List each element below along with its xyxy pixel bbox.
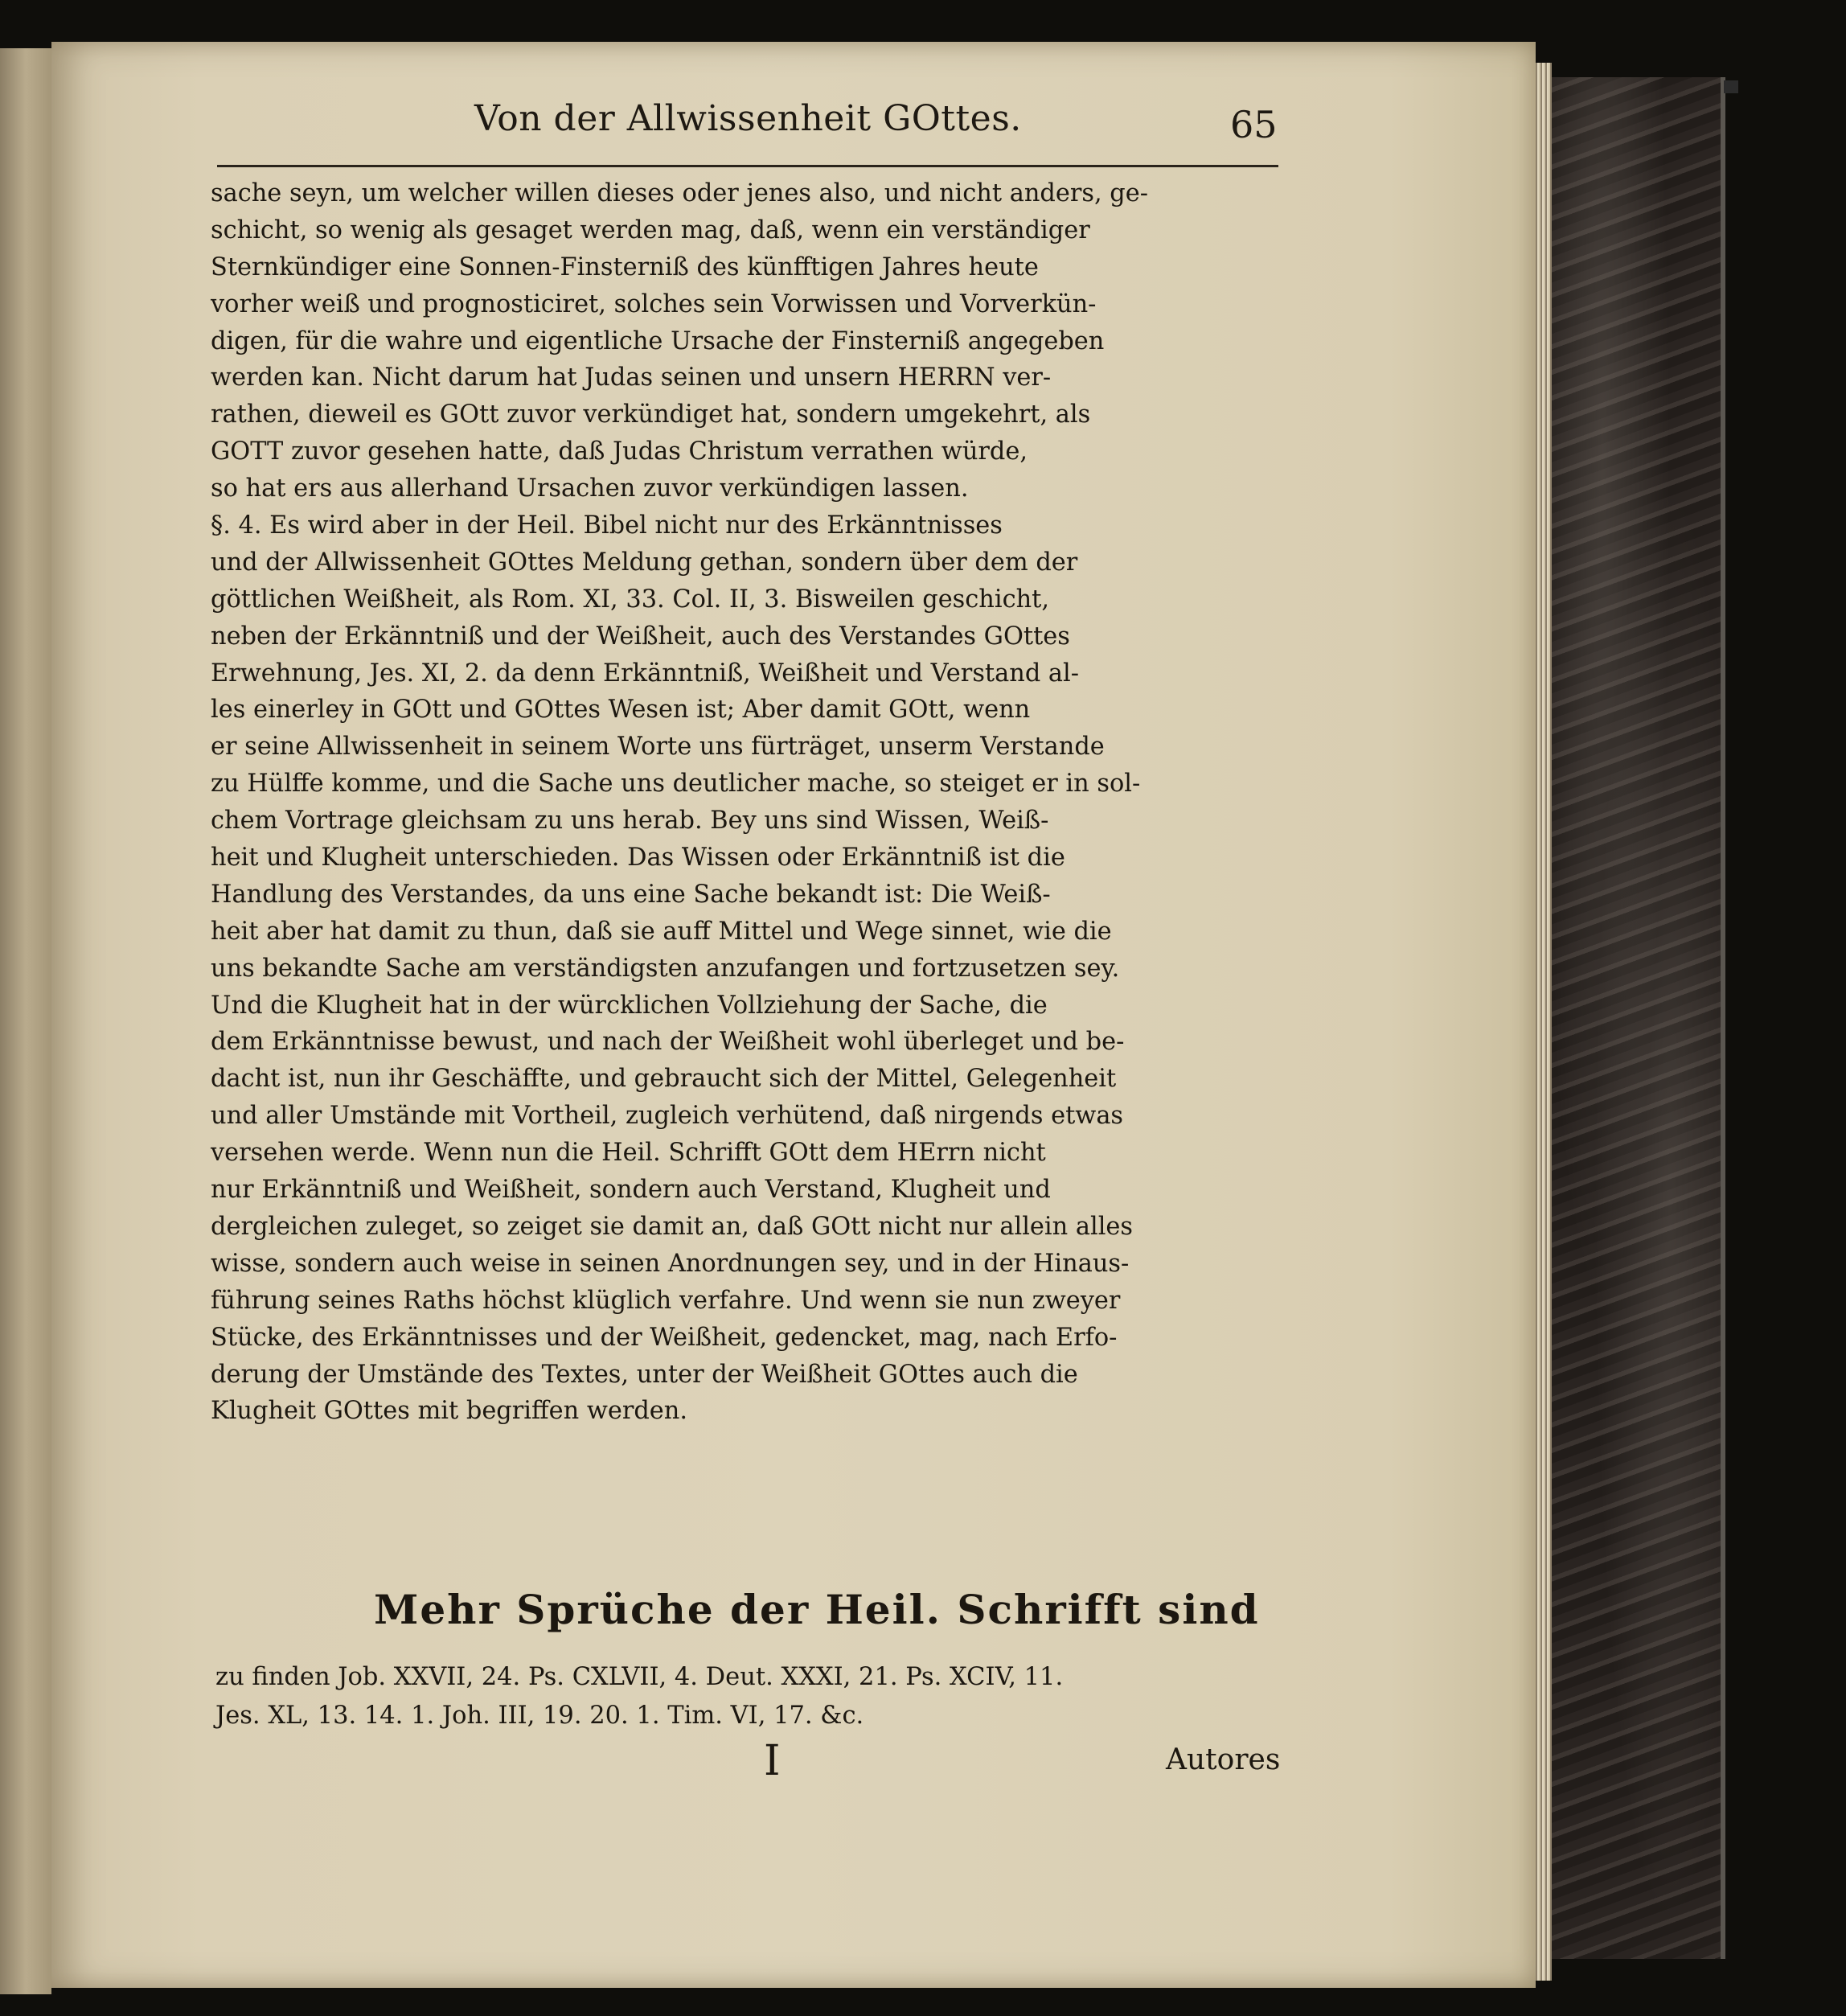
text-line: führung seines Raths höchst klüglich verfahre. Und wenn sie nun zweyer: [211, 1286, 1121, 1315]
reference-line: zu finden Job. XXVII, 24. Ps. CXLVII, 4. Deut. XXXI, 21. Ps. XCIV, 11.: [215, 1663, 1064, 1691]
text-line: derung der Umstände des Textes, unter der Weißheit GOttes auch die: [211, 1360, 1078, 1389]
text-line: zu Hülffe komme, und die Sache uns deutlicher mache, so steiget er in sol-: [211, 770, 1141, 799]
signature-mark: I: [764, 1737, 781, 1785]
text-line: Stücke, des Erkänntnisses und der Weißheit, gedencket, mag, nach Erfo-: [211, 1323, 1118, 1352]
text-line: dergleichen zuleget, so zeiget sie damit an, daß GOtt nicht nur allein alles: [211, 1212, 1133, 1241]
facing-page-edge: [0, 48, 51, 1994]
text-line: nur Erkänntniß und Weißheit, sondern auch Verstand, Klugheit und: [211, 1176, 1051, 1205]
text-line: digen, für die wahre und eigentliche Ursache der Finsterniß angegeben: [211, 326, 1105, 355]
section-heading: Mehr Sprüche der Heil. Schrifft sind: [374, 1586, 1260, 1633]
text-line: dem Erkänntnisse bewust, und nach der Weißheit wohl überleget und be-: [211, 1028, 1125, 1057]
book-cover-board: [1552, 77, 1725, 1959]
text-line: Sternkündiger eine Sonnen-Finsterniß des künfftigen Jahres heute: [211, 253, 1039, 281]
text-line: Erwehnung, Jes. XI, 2. da denn Erkänntniß, Weißheit und Verstand al-: [211, 659, 1080, 688]
text-line: sache seyn, um welcher willen dieses oder jenes also, und nicht anders, ge-: [211, 179, 1149, 207]
text-line: Und die Klugheit hat in der würcklichen Vollziehung der Sache, die: [211, 991, 1048, 1020]
text-line: Handlung des Verstandes, da uns eine Sache bekandt ist: Die Weiß-: [211, 880, 1051, 909]
text-line: heit aber hat damit zu thun, daß sie auff Mittel und Wege sinnet, wie die: [211, 917, 1112, 946]
text-line: wisse, sondern auch weise in seinen Anordnungen sey, und in der Hinaus-: [211, 1249, 1130, 1278]
text-line: und aller Umstände mit Vortheil, zugleich verhütend, daß nirgends etwas: [211, 1102, 1124, 1131]
text-line: neben der Erkänntniß und der Weißheit, auch des Verstandes GOttes: [211, 622, 1070, 651]
text-line: les einerley in GOtt und GOttes Wesen ist; Aber damit GOtt, wenn: [211, 696, 1031, 725]
reference-line: Jes. XL, 13. 14. 1. Joh. III, 19. 20. 1. Tim. VI, 17. &c.: [215, 1702, 864, 1730]
scripture-references: [215, 1658, 1293, 1735]
text-line: göttlichen Weißheit, als Rom. XI, 33. Col. II, 3. Bisweilen geschicht,: [211, 585, 1050, 614]
body-text: [211, 175, 1290, 1430]
header-rule: [217, 165, 1278, 167]
text-line: er seine Allwissenheit in seinem Worte uns fürträget, unserm Verstande: [211, 733, 1105, 762]
running-head: Von der Allwissenheit GOttes.: [474, 98, 1022, 139]
text-line: chem Vortrage gleichsam zu uns herab. Bey uns sind Wissen, Weiß-: [211, 807, 1049, 836]
page-number: 65: [1230, 103, 1278, 146]
text-line: rathen, dieweil es GOtt zuvor verkündiget hat, sondern umgekehrt, als: [211, 400, 1091, 429]
catchword: Autores: [1166, 1743, 1281, 1776]
text-line: Klugheit GOttes mit begriffen werden.: [211, 1397, 688, 1426]
text-line: vorher weiß und prognosticiret, solches sein Vorwissen und Vorverkün-: [211, 289, 1097, 318]
text-line: GOTT zuvor gesehen hatte, daß Judas Christum verrathen würde,: [211, 437, 1028, 466]
text-line: §. 4. Es wird aber in der Heil. Bibel nicht nur des Erkänntnisses: [211, 511, 1003, 540]
text-line: schicht, so wenig als gesaget werden mag, daß, wenn ein verständiger: [211, 216, 1090, 244]
text-line: dacht ist, nun ihr Geschäffte, und gebraucht sich der Mittel, Gelegenheit: [211, 1065, 1117, 1094]
text-line: so hat ers aus allerhand Ursachen zuvor verkündigen lassen.: [211, 474, 969, 503]
scan-corner-mark: [1724, 80, 1738, 93]
text-line: versehen werde. Wenn nun die Heil. Schrifft GOtt dem HErrn nicht: [211, 1139, 1046, 1168]
text-line: uns bekandte Sache am verständigsten anzufangen und fortzusetzen sey.: [211, 954, 1120, 983]
text-line: heit und Klugheit unterschieden. Das Wissen oder Erkänntniß ist die: [211, 844, 1065, 873]
text-line: und der Allwissenheit GOttes Meldung gethan, sondern über dem der: [211, 548, 1078, 577]
text-line: werden kan. Nicht darum hat Judas seinen und unsern HERRN ver-: [211, 363, 1052, 392]
